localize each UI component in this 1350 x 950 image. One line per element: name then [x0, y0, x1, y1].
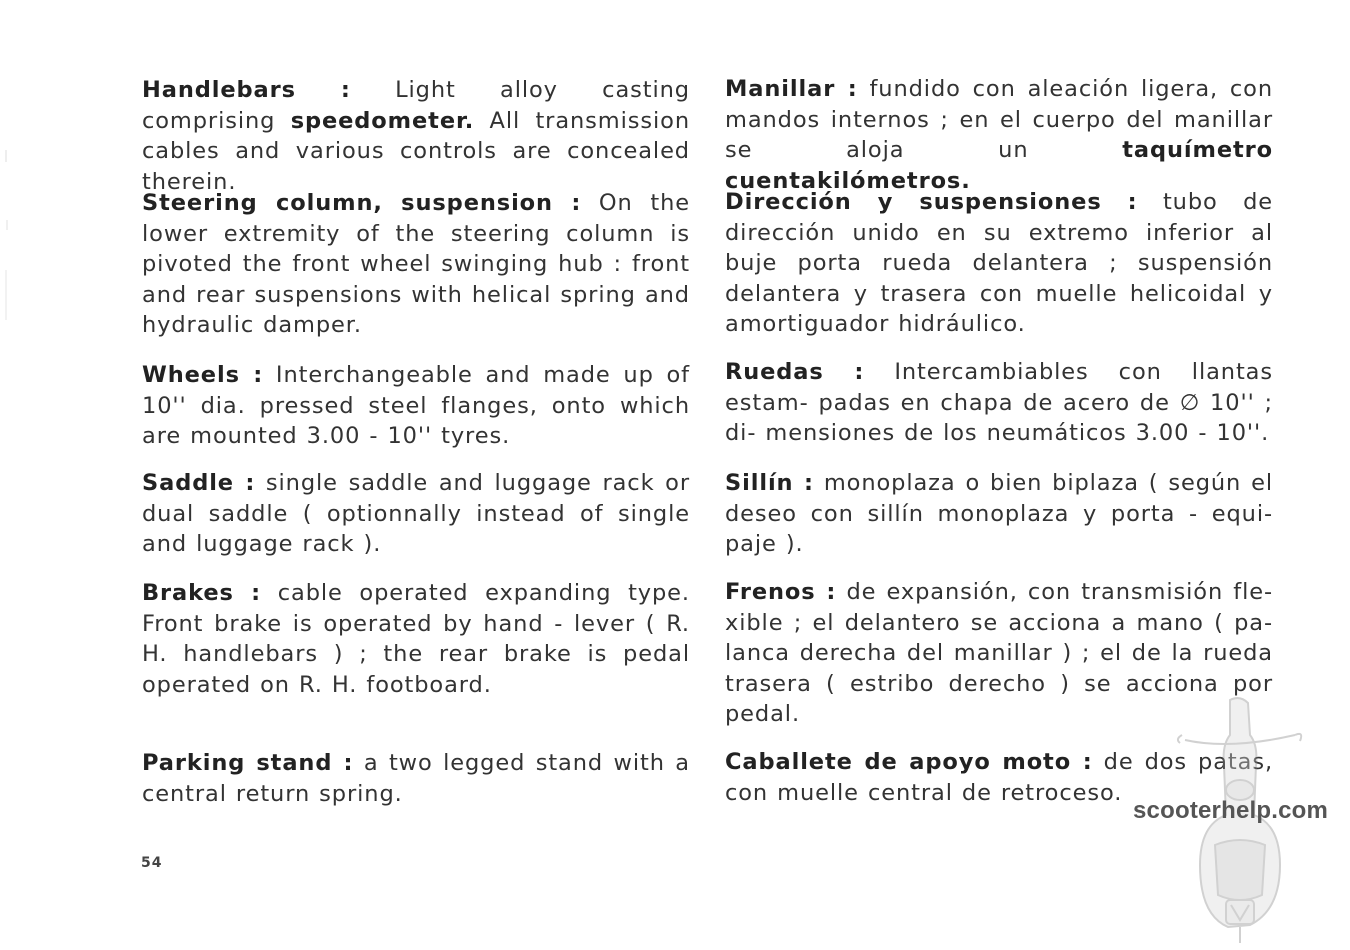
entry-ruedas [725, 357, 1273, 449]
entry-term: Wheels : [142, 362, 264, 388]
entry-text: Light alloy casting comprising [142, 77, 690, 134]
entry-brakes [142, 578, 690, 700]
entry-handlebars [142, 75, 690, 197]
entry-text: All transmission cables and various controls are concealed therein. [142, 107, 690, 195]
entry-text: cable operated expanding type. Front brake is operated by hand - lever ( R. H. handlebars ) ; the rear brake is pedal operated on R. H. footboard. [142, 580, 690, 698]
entry-bold-text: speedometer. [290, 107, 475, 134]
entry-sillin [725, 468, 1273, 560]
entry-text: On the lower extremity of the steering column is pivoted the front wheel swinging hub : front and rear suspensions with helical spring and hydraulic damper. [142, 190, 690, 338]
entry-bold-text: taquímetro cuentakilómetros. [725, 137, 1273, 194]
entry-term: Manillar : [725, 76, 858, 102]
entry-term: Steering column, suspension : [142, 190, 582, 216]
entry-parking-stand [142, 748, 690, 809]
entry-saddle [142, 468, 690, 560]
entry-text: Interchangeable and made up of 10'' dia. pressed steel flanges, onto which are mounted 3.00 - 10'' tyres. [142, 362, 690, 449]
entry-term: Frenos : [725, 579, 837, 605]
entry-term: Dirección y suspensiones : [725, 189, 1138, 215]
entry-term: Caballete de apoyo moto : [725, 749, 1093, 775]
entry-wheels [142, 360, 690, 452]
page-number: 54 [141, 855, 163, 871]
entry-term: Sillín : [725, 470, 814, 496]
entry-text: Intercambiables con llantas estam- padas en chapa de acero de ∅ 10'' ; di- mensiones de los neumáticos 3.00 - 10''. [725, 359, 1273, 446]
entry-text: monoplaza o bien biplaza ( según el deseo con sillín monoplaza y porta - equi- paje ). [725, 470, 1273, 557]
entry-steering-column [142, 188, 690, 341]
entry-term: Handlebars : [142, 77, 351, 103]
entry-manillar [725, 74, 1273, 196]
watermark-text: scooterhelp.com [1133, 797, 1329, 824]
entry-text: de dos patas, con muelle central de retroceso. [725, 749, 1273, 806]
entry-text: tubo de dirección unido en su extremo inferior al buje porta rueda delantera ; suspensión delantera y trasera con muelle helicoidal y amortiguador hidráulico. [725, 189, 1273, 337]
entry-text: a two legged stand with a central return spring. [142, 750, 690, 807]
entry-text: de expansión, con transmisión fle- xible ; el delantero se acciona a mano ( pa- lanca derecha del manillar ) ; el de la rueda trasera ( estribo derecho ) se acciona por pedal. [725, 579, 1273, 727]
entry-direccion [725, 187, 1273, 340]
entry-text: single saddle and luggage rack or dual saddle ( optionnally instead of single and luggage rack ). [142, 470, 690, 557]
scan-edge-marks [4, 150, 10, 320]
entry-term: Parking stand : [142, 750, 354, 776]
entry-term: Brakes : [142, 580, 262, 606]
entry-term: Saddle : [142, 470, 256, 496]
entry-text: fundido con aleación ligera, con mandos internos ; en el cuerpo del manillar se aloja un [725, 76, 1273, 163]
entry-term: Ruedas : [725, 359, 865, 385]
